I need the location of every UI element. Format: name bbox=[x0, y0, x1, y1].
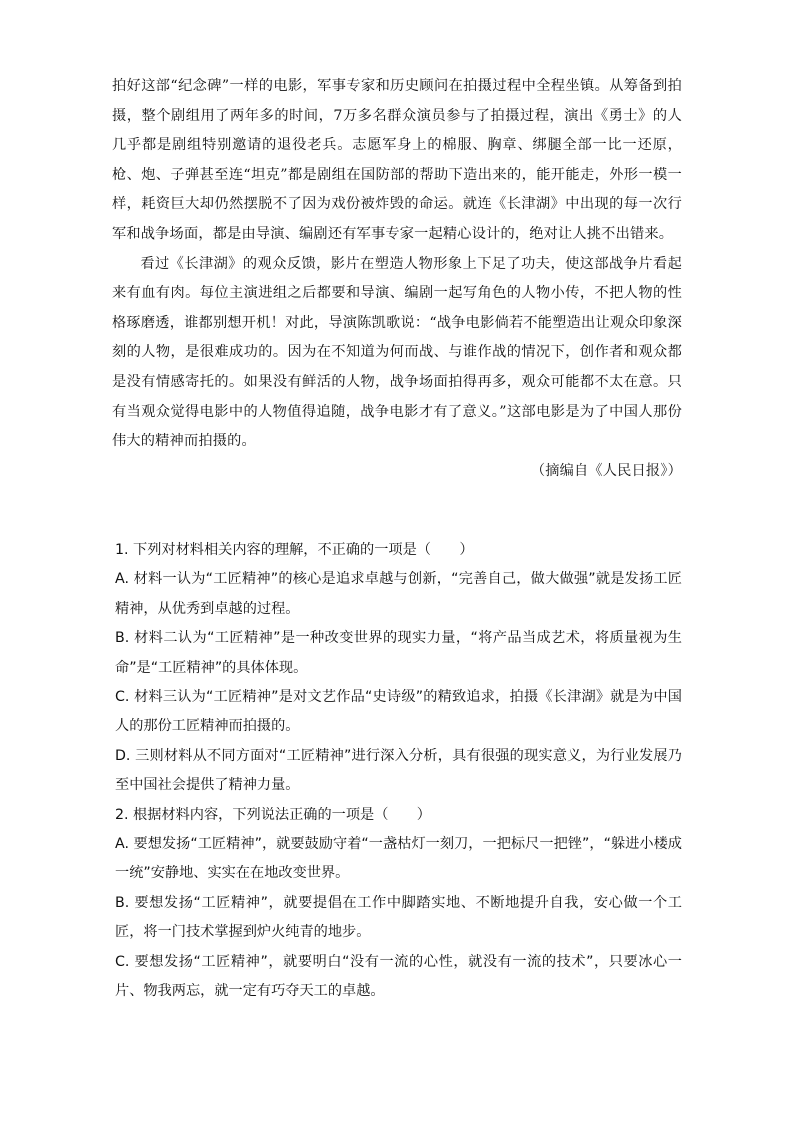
question-1-option-c: C. 材料三认为“工匠精神”是对文艺作品“史诗级”的精致追求，拍摄《长津湖》就是为中国人的那份工匠精神而拍摄的。 bbox=[115, 689, 682, 735]
question-2 bbox=[115, 801, 682, 1007]
question-1 bbox=[115, 536, 682, 801]
question-2-option-c: C. 要想发扬“工匠精神”，就要明白“没有一流的心性，就没有一流的技术”，只要冰心一片、物我两忘，就一定有巧夺天工的卓越。 bbox=[115, 953, 682, 1000]
question-stem: 2. 根据材料内容，下列说法正确的一项是（ ） bbox=[115, 806, 431, 823]
passage-source: （摘编自《人民日报》） bbox=[530, 462, 682, 479]
question-stem: 1. 下列对材料相关内容的理解，不正确的一项是（ ） bbox=[115, 542, 474, 558]
question-1-option-b: B. 材料二认为“工匠精神”是一种改变世界的现实力量，“将产品当成艺术，将质量视为生命”是“工匠精神”的具体体现。 bbox=[115, 630, 682, 676]
question-2-option-a: A. 要想发扬“工匠精神”，就要鼓励守着“一盏枯灯一刻刀，一把标尺一把锉”，“躲进小楼成一统”安静地、实实在在地改变世界。 bbox=[115, 836, 682, 882]
question-list bbox=[115, 536, 682, 1007]
question-1-option-a: A. 材料一认为“工匠精神”的核心是追求卓越与创新，“完善自己，做大做强”就是发扬工匠精神，从优秀到卓越的过程。 bbox=[115, 571, 682, 617]
passage-paragraph-1: 拍好这部“纪念碑”一样的电影，军事专家和历史顾问在拍摄过程中全程坐镇。从筹备到拍摄，整个剧组用了两年多的时间，7万多名群众演员参与了拍摄过程，演出《勇士》的人几乎都是剧组特别邀请的退役老兵。志愿军身上的棉服、胸章、绑腿全部一比一还原，枪、炮、子弹甚至连“坦克”都是剧组在国防部的帮助下造出来的，能开能走，外形一模一样，耗资巨大却仍然摆脱不了因为戏份被炸毁的命运。就连《长津湖》中出现的每一次行军和战争场面，都是由导演、编剧还有军事专家一起精心设计的，绝对让人挑不出错来。 bbox=[112, 78, 682, 242]
question-2-option-b: B. 要想发扬“工匠精神”，就要提倡在工作中脚踏实地、不断地提升自我，安心做一个工匠，将一门技术掌握到炉火纯青的地步。 bbox=[115, 894, 682, 941]
passage-paragraph-2: 看过《长津湖》的观众反馈，影片在塑造人物形象上下足了功夫，使这部战争片看起来有血有肉。每位主演进组之后都要和导演、编剧一起写角色的人物小传，不把人物的性格琢磨透，谁都别想开机！对此，导演陈凯歌说：“战争电影倘若不能塑造出让观众印象深刻的人物，是很难成功的。因为在不知道为何而战、与谁作战的情况下，创作者和观众都是没有情感寄托的。如果没有鲜活的人物，战争场面拍得再多，观众可能都不太在意。只有当观众觉得电影中的人物值得追随，战争电影才有了意义。”这部电影是为了中国人那份伟大的精神而拍摄的。 bbox=[112, 255, 682, 450]
question-1-option-d: D. 三则材料从不同方面对“工匠精神”进行深入分析，具有很强的现实意义，为行业发展乃至中国社会提供了精神力量。 bbox=[115, 747, 682, 794]
reading-passage bbox=[112, 72, 682, 486]
